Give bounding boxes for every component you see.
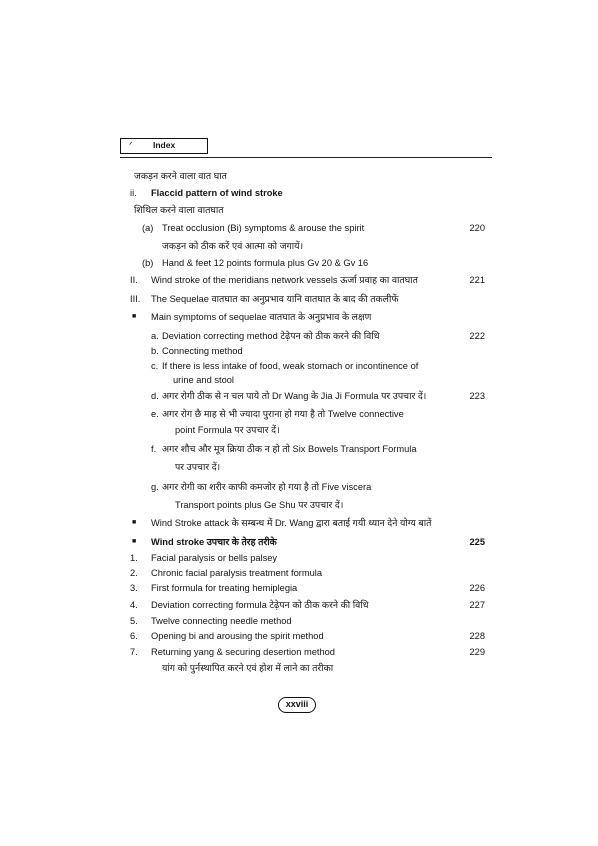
entry-text: अगर रोगी का शरीर काफी कमजोर हो गया है तो Five viscera	[162, 482, 372, 492]
entry-number: (b)	[142, 258, 154, 268]
entry-text: Facial paralysis or bells palsey	[151, 553, 278, 563]
entry-text: Wind Stroke attack के सम्बन्ध में Dr. Wang द्वारा बताई गयी ध्यान देने योग्य बातें	[151, 518, 432, 528]
index-entry	[0, 310, 598, 324]
index-entry	[0, 516, 598, 530]
index-entry	[0, 359, 598, 373]
index-entry	[0, 460, 598, 474]
entry-page: 228	[469, 631, 485, 641]
entry-text: जकड़न करने वाला वात घात	[134, 171, 227, 181]
header-rule	[120, 157, 492, 158]
entry-number: 5.	[130, 616, 138, 626]
index-entry	[0, 661, 598, 675]
index-entry	[0, 389, 598, 403]
entry-text: Flaccid pattern of wind stroke	[151, 188, 283, 198]
page-number-badge	[278, 697, 316, 713]
index-entry	[0, 256, 598, 270]
entry-text: Transport points plus Ge Shu पर उपचार दें।	[175, 500, 344, 510]
index-entry	[0, 566, 598, 580]
entry-text: Twelve connecting needle method	[151, 616, 292, 626]
entry-text: Deviation correcting method टेढ़ेपन को ठीक करने की विधि	[162, 331, 380, 341]
index-entry	[0, 598, 598, 612]
index-entry	[0, 239, 598, 253]
entry-text: Hand & feet 12 points formula plus Gv 20 & Gv 16	[162, 258, 369, 268]
section-header-box	[120, 138, 208, 154]
entry-number: a.	[151, 331, 159, 341]
index-entry	[0, 480, 598, 494]
index-entry	[0, 344, 598, 358]
entry-text: पर उपचार दें।	[175, 462, 221, 472]
index-entry	[0, 442, 598, 456]
index-entry	[0, 186, 598, 200]
entry-page: 221	[469, 275, 485, 285]
entry-text: अगर शौच और मूत्र क्रिया ठीक न हो तो Six Bowels Transport Formula	[162, 444, 417, 454]
entry-text: The Sequelae वातघात का अनुप्रभाव यानि वातघात के बाद की तकलीफें	[151, 294, 399, 304]
entry-text: Connecting method	[162, 346, 243, 356]
index-entry	[0, 221, 598, 235]
entry-number: c.	[151, 361, 159, 371]
bullet-icon: ■	[132, 313, 137, 320]
entry-page: 223	[469, 391, 485, 401]
entry-text: Treat occlusion (Bi) symptoms & arouse the spirit	[162, 223, 365, 233]
index-entry	[0, 203, 598, 217]
entry-number: ii.	[130, 188, 137, 198]
header-mark-icon: ᐟ	[129, 140, 133, 150]
entry-text: First formula for treating hemiplegia	[151, 583, 298, 593]
index-entry	[0, 423, 598, 437]
entry-text: If there is less intake of food, weak stomach or incontinence of	[162, 361, 419, 371]
index-entry	[0, 535, 598, 549]
entry-text: urine and stool	[173, 375, 234, 385]
entry-text: जकड़न को ठीक करें एवं आत्मा को जगायें।	[162, 241, 304, 251]
entry-text: शिथिल करने वाला वातघात	[134, 205, 224, 215]
index-entry	[0, 373, 598, 387]
entry-number: III.	[130, 294, 141, 304]
entry-text: Returning yang & securing desertion method	[151, 647, 335, 657]
entry-text: Main symptoms of sequelae वातघात के अनुप्रभाव के लक्षण	[151, 312, 372, 322]
page-number: xxviii	[285, 699, 309, 709]
entry-page: 222	[469, 331, 485, 341]
index-entry	[0, 581, 598, 595]
entry-page: 225	[469, 537, 485, 547]
entry-number: 6.	[130, 631, 138, 641]
entry-number: b.	[151, 346, 159, 356]
index-entry	[0, 498, 598, 512]
entry-number: 3.	[130, 583, 138, 593]
entry-number: f.	[151, 444, 157, 454]
index-entry	[0, 273, 598, 287]
index-entry	[0, 629, 598, 643]
index-entry	[0, 329, 598, 343]
entry-page: 227	[469, 600, 485, 610]
entry-text: अगर रोगी ठीक से न चल पाये तो Dr Wang के Jia Ji Formula पर उपचार दें।	[162, 391, 427, 401]
bullet-icon: ■	[132, 538, 137, 545]
index-entry	[0, 551, 598, 565]
entry-number: g.	[151, 482, 159, 492]
entry-page: 229	[469, 647, 485, 657]
index-entry	[0, 614, 598, 628]
entry-text: Deviation correcting formula टेढ़ेपन को ठीक करने की विधि	[151, 600, 369, 610]
entry-page: 226	[469, 583, 485, 593]
entry-number: d.	[151, 391, 159, 401]
entry-text: Wind stroke उपचार के तेरह तरीके	[151, 537, 277, 547]
entry-number: 2.	[130, 568, 138, 578]
index-entry	[0, 292, 598, 306]
bullet-icon: ■	[132, 519, 137, 526]
entry-text: Chronic facial paralysis treatment formula	[151, 568, 323, 578]
index-entry	[0, 169, 598, 183]
entry-page: 220	[469, 223, 485, 233]
entry-text: यांग को पुर्नस्थापित करने एवं होश में लाने का तरीका	[162, 663, 334, 673]
entry-number: 1.	[130, 553, 138, 563]
entry-number: II.	[130, 275, 138, 285]
entry-text: Opening bi and arousing the spirit method	[151, 631, 324, 641]
entry-text: Wind stroke of the meridians network vessels ऊर्जा प्रवाह का वातघात	[151, 275, 418, 285]
section-title: Index	[153, 140, 176, 150]
entry-text: point Formula पर उपचार दें।	[175, 425, 280, 435]
entry-number: 7.	[130, 647, 138, 657]
entry-number: e.	[151, 409, 159, 419]
index-entry	[0, 407, 598, 421]
entry-text: अगर रोग छै माह से भी ज्यादा पुराना हो गया है तो Twelve connective	[162, 409, 404, 419]
entry-number: (a)	[142, 223, 154, 233]
index-entry	[0, 645, 598, 659]
entry-number: 4.	[130, 600, 138, 610]
